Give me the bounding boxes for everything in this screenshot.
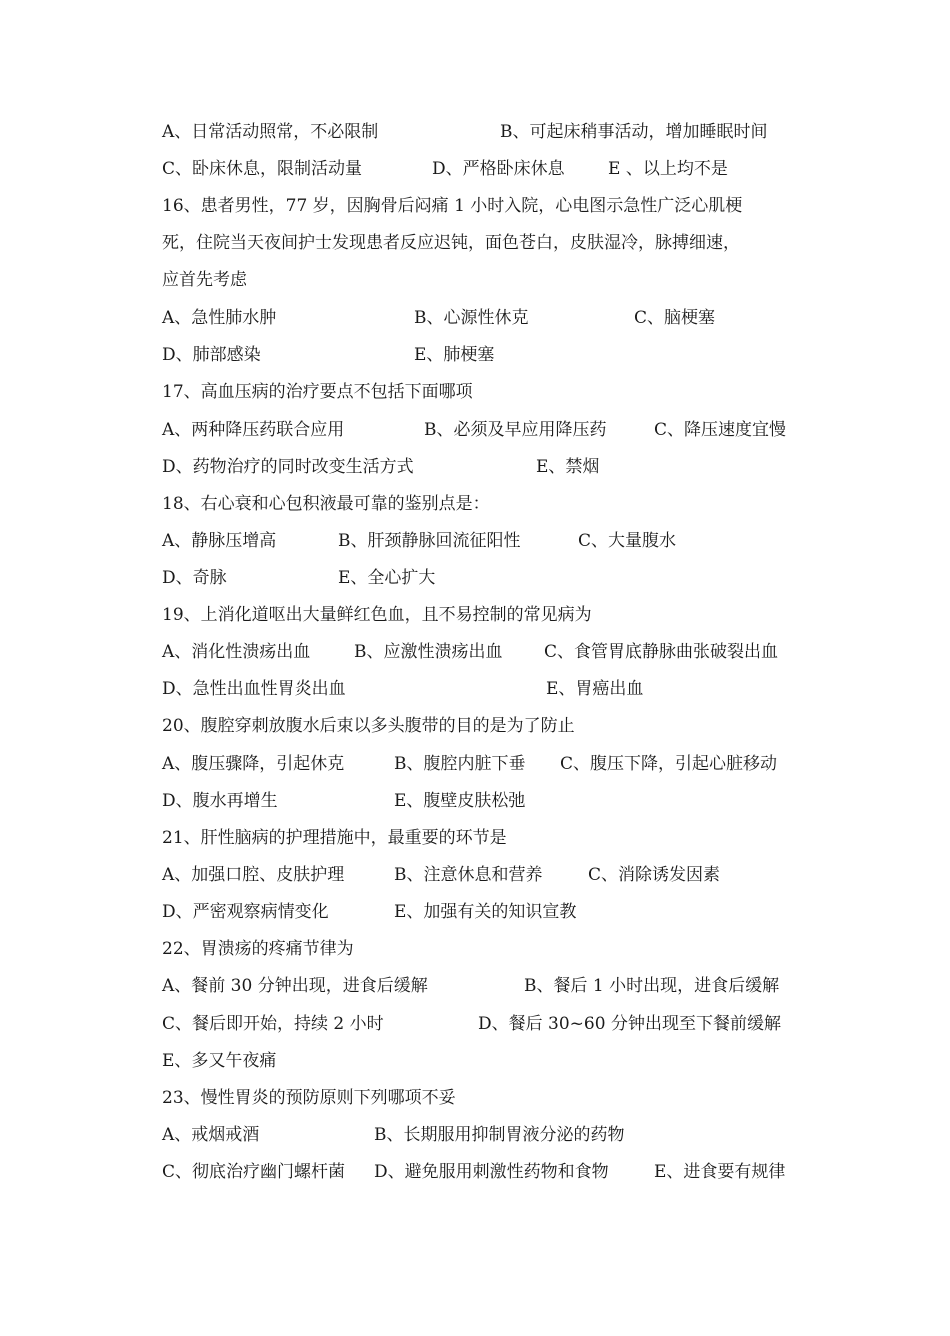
q21-option-c: C、消除诱发因素 <box>588 865 721 885</box>
q16-stem: 16、患者男性，77 岁，因胸骨后闷痛 1 小时入院，心电图示急性广泛心肌梗 <box>162 196 743 216</box>
q16-options-row-1 <box>162 300 812 337</box>
q15-options-row-2 <box>162 151 812 188</box>
q19-option-c: C、食管胃底静脉曲张破裂出血 <box>544 642 779 662</box>
q21-option-a: A、加强口腔、皮肤护理 <box>162 865 345 885</box>
q16-stem-line-3 <box>162 262 812 299</box>
q19-options-row-2 <box>162 671 812 708</box>
q22-option-a: A、餐前 30 分钟出现，进食后缓解 <box>162 976 428 996</box>
q19-stem-line <box>162 597 812 634</box>
q18-stem-line <box>162 486 812 523</box>
q18-option-b: B、肝颈静脉回流征阳性 <box>338 531 521 551</box>
q19-options-row-1 <box>162 634 812 671</box>
q22-options-row-3 <box>162 1043 812 1080</box>
q19-option-e: E、胃癌出血 <box>546 679 644 699</box>
q20-option-c: C、腹压下降，引起心脏移动 <box>560 754 778 774</box>
q23-stem-line <box>162 1080 812 1117</box>
q17-stem-line <box>162 374 812 411</box>
q21-option-b: B、注意休息和营养 <box>394 865 543 885</box>
q21-option-e: E、加强有关的知识宣教 <box>394 902 577 922</box>
q16-stem-cont: 死，住院当天夜间护士发现患者反应迟钝，面色苍白，皮肤湿冷，脉搏细速， <box>162 233 740 253</box>
q15-option-a: A、日常活动照常，不必限制 <box>162 122 379 142</box>
q21-stem-line <box>162 820 812 857</box>
q17-option-e: E、禁烟 <box>536 457 600 477</box>
q20-option-b: B、腹腔内脏下垂 <box>394 754 526 774</box>
q15-option-c: C、卧床休息，限制活动量 <box>162 159 363 179</box>
q20-option-a: A、腹压骤降，引起休克 <box>162 754 345 774</box>
q18-option-a: A、静脉压增高 <box>162 531 277 551</box>
q15-option-e: E 、以上均不是 <box>608 159 728 179</box>
q23-option-c: C、彻底治疗幽门螺杆菌 <box>162 1162 346 1182</box>
q23-options-row-2 <box>162 1154 812 1191</box>
q17-options-row-2 <box>162 449 812 486</box>
q19-option-d: D、急性出血性胃炎出血 <box>162 679 346 699</box>
q22-stem-line <box>162 931 812 968</box>
q20-stem: 20、腹腔穿刺放腹水后束以多头腹带的目的是为了防止 <box>162 716 575 736</box>
q18-option-d: D、奇脉 <box>162 568 227 588</box>
q16-option-c: C、脑梗塞 <box>634 308 716 328</box>
q22-option-c: C、餐后即开始，持续 2 小时 <box>162 1014 384 1034</box>
q17-option-a: A、两种降压药联合应用 <box>162 420 345 440</box>
q23-option-e: E、进食要有规律 <box>654 1162 786 1182</box>
q15-option-b: B、可起床稍事活动，增加睡眠时间 <box>500 122 768 142</box>
q23-stem: 23、慢性胃炎的预防原则下列哪项不妥 <box>162 1088 456 1108</box>
q16-option-a: A、急性肺水肿 <box>162 308 277 328</box>
q19-option-a: A、消化性溃疡出血 <box>162 642 311 662</box>
q16-stem-end: 应首先考虑 <box>162 270 247 290</box>
q16-option-b: B、心源性休克 <box>414 308 529 328</box>
q21-stem: 21、肝性脑病的护理措施中，最重要的环节是 <box>162 828 507 848</box>
q22-option-b: B、餐后 1 小时出现，进食后缓解 <box>524 976 780 996</box>
q22-stem: 22、胃溃疡的疼痛节律为 <box>162 939 354 959</box>
q20-options-row-1 <box>162 746 812 783</box>
q18-option-e: E、全心扩大 <box>338 568 436 588</box>
q16-stem-line-2 <box>162 225 812 262</box>
q18-options-row-2 <box>162 560 812 597</box>
q19-option-b: B、应激性溃疡出血 <box>354 642 503 662</box>
q22-option-d: D、餐后 30~60 分钟出现至下餐前缓解 <box>478 1014 781 1034</box>
q17-stem: 17、高血压病的治疗要点不包括下面哪项 <box>162 382 473 402</box>
q23-option-b: B、长期服用抑制胃液分泌的药物 <box>374 1125 625 1145</box>
q23-option-a: A、戒烟戒酒 <box>162 1125 260 1145</box>
q15-option-d: D、严格卧床休息 <box>432 159 565 179</box>
q23-options-row-1 <box>162 1117 812 1154</box>
q20-option-d: D、腹水再增生 <box>162 791 278 811</box>
q17-option-c: C、降压速度宜慢 <box>654 420 787 440</box>
q23-option-d: D、避免服用刺激性药物和食物 <box>374 1162 609 1182</box>
q19-stem: 19、上消化道呕出大量鲜红色血，且不易控制的常见病为 <box>162 605 592 625</box>
q21-option-d: D、严密观察病情变化 <box>162 902 329 922</box>
q17-option-b: B、必须及早应用降压药 <box>424 420 607 440</box>
q20-options-row-2 <box>162 783 812 820</box>
q22-options-row-2 <box>162 1006 812 1043</box>
q17-options-row-1 <box>162 412 812 449</box>
q22-options-row-1 <box>162 968 812 1005</box>
q22-option-e: E、多又午夜痛 <box>162 1051 277 1071</box>
q17-option-d: D、药物治疗的同时改变生活方式 <box>162 457 414 477</box>
q20-stem-line <box>162 708 812 745</box>
q16-option-e: E、肺梗塞 <box>414 345 495 365</box>
q18-stem: 18、右心衰和心包积液最可靠的鉴别点是： <box>162 494 490 514</box>
q18-option-c: C、大量腹水 <box>578 531 677 551</box>
q15-options-row-1 <box>162 114 812 151</box>
q16-option-d: D、肺部感染 <box>162 345 261 365</box>
q16-options-row-2 <box>162 337 812 374</box>
q18-options-row-1 <box>162 523 812 560</box>
q16-stem-line-1 <box>162 188 812 225</box>
q21-options-row-2 <box>162 894 812 931</box>
q20-option-e: E、腹壁皮肤松弛 <box>394 791 526 811</box>
q21-options-row-1 <box>162 857 812 894</box>
